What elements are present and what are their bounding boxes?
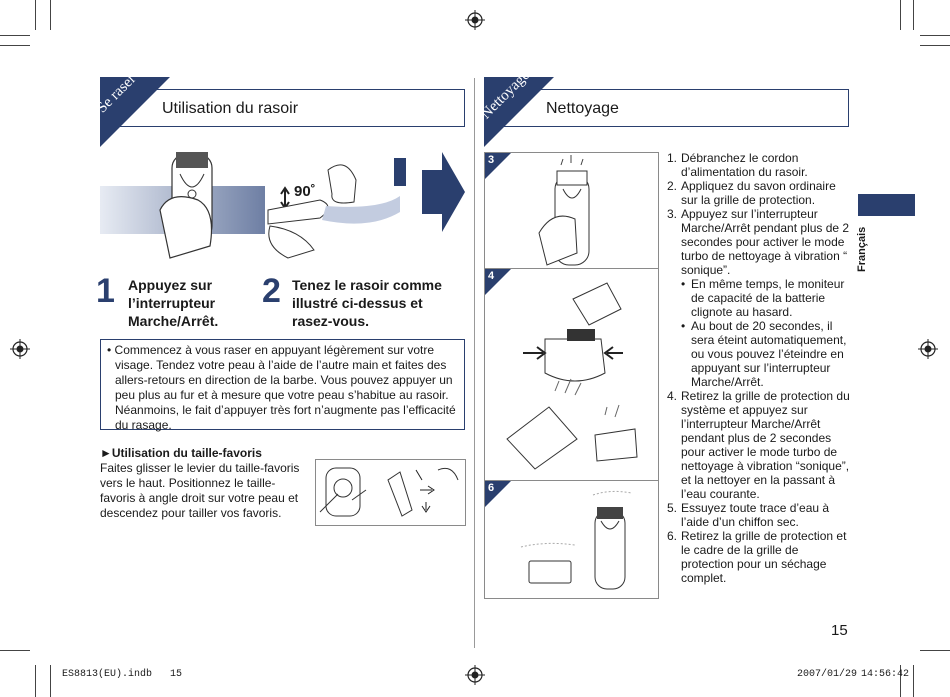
page-divider	[474, 78, 475, 648]
registration-mark-icon	[465, 665, 485, 685]
note-text: • Commencez à vous raser en appuyant légèrement sur votre visage. Tendez votre peau à l’aide de l’autre main et faites des allers-retours en direction de la barbe. Vous pouvez appuyer un peu plus au fur et à mesure que votre peau s’habitue au rasoir. Néanmoins, le fait d’appuyer très fort n’augmente pas l’efficacité du rasage.	[107, 343, 456, 432]
registration-mark-icon	[465, 10, 485, 30]
instruction-marker: 3.	[667, 207, 678, 221]
crop-mark	[0, 45, 30, 46]
instruction-text: Appliquez du savon ordinaire sur la grille de protection.	[681, 179, 836, 207]
instruction-item	[667, 529, 852, 585]
instruction-text: Retirez la grille de protection du système et appuyez sur l’interrupteur Marche/Arrêt pendant plus de 2 secondes pour activer le mode turbo de nettoyage à vibration “sonique”, et la nettoyer en la passant à l’eau courante.	[681, 389, 850, 501]
language-label-wrap	[856, 220, 876, 280]
trimmer-heading: ►Utilisation du taille-favoris	[100, 446, 262, 460]
instruction-text: Appuyez sur l’interrupteur Marche/Arrêt pendant plus de 2 secondes pour activer le mode turbo de nettoyage à vibration “ sonique”.	[681, 207, 850, 277]
instruction-subitem	[667, 277, 852, 319]
instruction-marker: 5.	[667, 501, 678, 515]
cleaning-panel-3	[484, 152, 659, 270]
instruction-marker: 6.	[667, 529, 678, 543]
crop-mark	[0, 650, 30, 651]
section-title: Nettoyage	[546, 100, 619, 117]
step-text: Tenez le rasoir comme illustré ci-dessus et rasez-vous.	[292, 277, 442, 329]
crop-mark	[35, 665, 36, 697]
crop-mark	[50, 665, 51, 697]
instruction-marker: •	[681, 319, 686, 333]
language-label: Français	[856, 226, 868, 272]
crop-mark	[0, 35, 30, 36]
registration-mark-icon	[10, 339, 30, 359]
step-text: Appuyez sur l’interrupteur Marche/Arrêt.	[128, 277, 219, 329]
section-title: Utilisation du rasoir	[162, 100, 299, 117]
shaving-illustration	[100, 150, 465, 260]
instruction-marker: 1.	[667, 151, 678, 165]
crop-mark	[913, 665, 914, 697]
registration-mark-icon	[918, 339, 938, 359]
instruction-item	[667, 151, 852, 179]
footer-file: ES8813(EU).indb 15	[62, 669, 183, 680]
instruction-item	[667, 389, 852, 501]
trimmer-text: Faites glisser le levier du taille-favoris vers le haut. Positionnez le taille-favoris à angle droit sur votre peau et descendez pour tailler vos favoris.	[100, 461, 300, 520]
page-number: 15	[831, 622, 848, 639]
crop-mark	[900, 0, 901, 30]
instruction-item	[667, 207, 852, 277]
step-number: 2	[262, 272, 281, 310]
language-tab	[858, 194, 915, 216]
cleaning-panel-6	[484, 480, 659, 599]
footer-time: 14:56:42	[861, 669, 910, 680]
instruction-text: Essuyez toute trace d’eau à l’aide d’un chiffon sec.	[681, 501, 830, 529]
instruction-item	[667, 179, 852, 207]
crop-mark	[913, 0, 914, 30]
footer-date: 2007/01/29	[797, 669, 858, 680]
step-number: 1	[96, 272, 115, 310]
instruction-text: Au bout de 20 secondes, il sera éteint automatiquement, ou vous pouvez l’éteindre en appuyant sur l’interrupteur Marche/Arrêt.	[691, 319, 847, 389]
panel-number: 4	[488, 270, 495, 282]
panel-number: 6	[488, 482, 495, 494]
instruction-text: En même temps, le moniteur de capacité de la batterie clignote au hasard.	[691, 277, 845, 319]
crop-mark	[50, 0, 51, 30]
instruction-subitem	[667, 319, 852, 389]
cleaning-panel-4	[484, 268, 659, 482]
section-tag-label: Nettoyage	[477, 67, 533, 123]
instruction-marker: 2.	[667, 179, 678, 193]
trimmer-illustration	[315, 459, 466, 526]
crop-mark	[35, 0, 36, 30]
instruction-item	[667, 501, 852, 529]
instruction-marker: •	[681, 277, 686, 291]
instruction-text: Retirez la grille de protection et le cadre de la grille de protection pour un séchage complet.	[681, 529, 847, 585]
angle-label: 90˚	[294, 183, 316, 200]
crop-mark	[920, 45, 950, 46]
instruction-text: Débranchez le cordon d’alimentation du rasoir.	[681, 151, 808, 179]
crop-mark	[920, 35, 950, 36]
panel-number: 3	[488, 154, 495, 166]
instruction-marker: 4.	[667, 389, 678, 403]
cleaning-instructions	[667, 151, 852, 585]
shaving-note	[100, 339, 465, 430]
section-tag-label: Se raser	[93, 71, 140, 117]
crop-mark	[920, 650, 950, 651]
